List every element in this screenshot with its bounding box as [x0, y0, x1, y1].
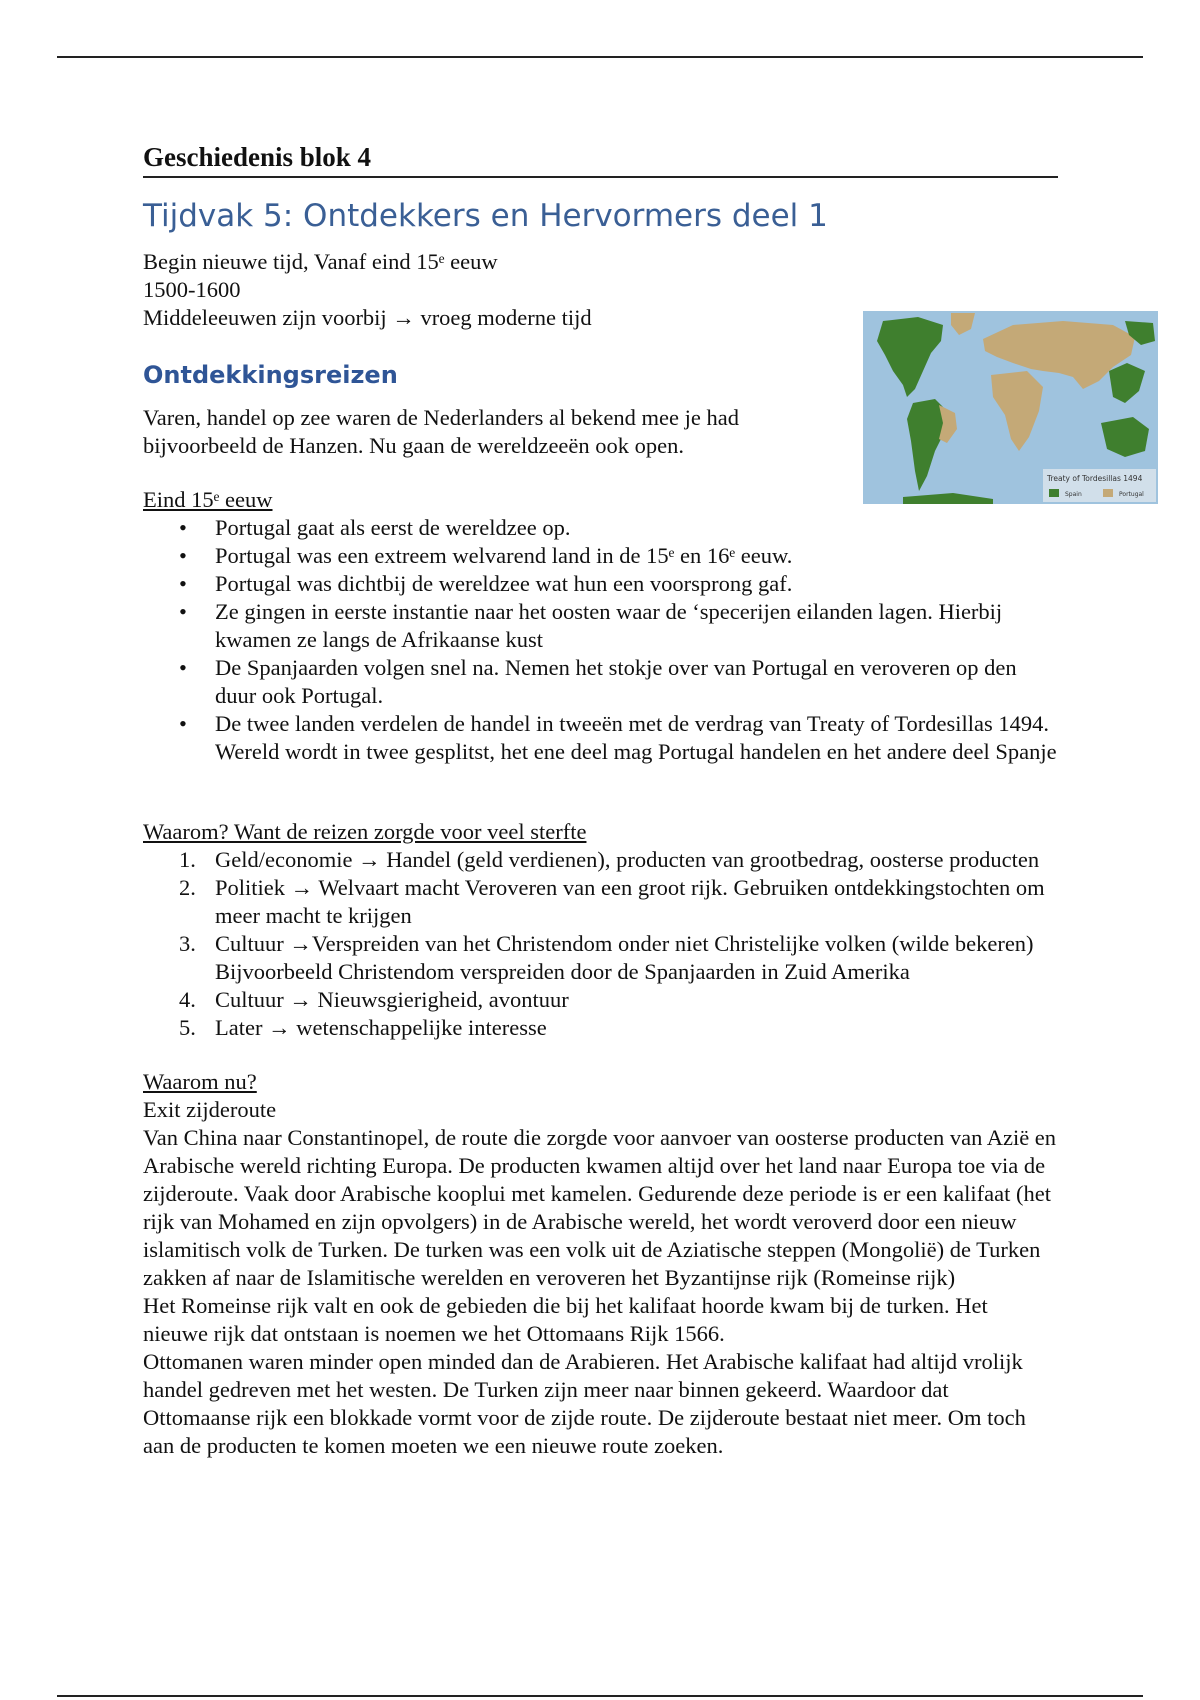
waarom-nu-heading: Waarom nu?: [143, 1069, 257, 1094]
eind-section: [143, 486, 1058, 766]
list-number: 2.: [179, 875, 196, 900]
paragraph-text: Van China naar Constantinopel, de route die zorgde voor aanvoer van oosterse producten van Azië en Arabische wereld richting Europa. De producten kwamen altijd over het land naar Europa toe via de zijderoute. Vaak door Arabische kooplui met kamelen. Gedurende deze periode is er een kalifaat (het rijk van Mohamed en zijn opvolgers) in de Arabische wereld, het wordt veroverd door een nieuw islamitisch volk de Turken. De turken was een volk uit de Aziatische steppen (Mongolië) de Turken zakken af naar de Islamitische werelden en veroveren het Byzantijnse rijk (Romeinse rijk): [143, 1125, 1057, 1290]
paragraph-text: Varen, handel op zee waren de Nederlanders al bekend mee je had bijvoorbeeld de Hanzen. Nu gaan de wereldzeeën ook open.: [143, 405, 739, 458]
pacific-islands-shape: [1109, 363, 1145, 403]
waarom-section: [143, 818, 1058, 1042]
paragraph-text: Het Romeinse rijk valt en ook de gebieden die bij het kalifaat hoorde kwam bij de turken. Het nieuwe rijk dat ontstaan is noemen we het Ottomaans Rijk 1566.: [143, 1293, 988, 1346]
list-item: [179, 986, 1058, 1014]
top-rule: [57, 56, 1143, 58]
waarom-numbered-list: [143, 846, 1058, 1042]
list-item: • Portugal was dichtbij de wereldzee wat hun een voorsprong gaf.: [215, 570, 1058, 598]
bottom-rule: [57, 1695, 1143, 1697]
legend-portugal-swatch: [1103, 489, 1113, 497]
section-heading: Ontdekkingsreizen: [143, 361, 398, 389]
legend-title: Treaty of Tordesillas 1494: [1047, 474, 1143, 483]
legend-portugal-label: Portugal: [1119, 491, 1144, 498]
list-item: • Portugal gaat als eerst de wereldzee op.: [215, 514, 1058, 542]
list-number: 1.: [179, 847, 196, 872]
eind-bullet-list: [143, 514, 1058, 766]
document-header: Geschiedenis blok 4: [143, 140, 1058, 178]
waarom-nu-subheading: Exit zijderoute: [143, 1097, 277, 1122]
waarom-nu-section: [143, 1068, 1058, 1460]
australia-shape: [1101, 417, 1149, 457]
list-item-text: Cultuur → Nieuwsgierigheid, avontuur: [215, 987, 569, 1012]
intro-line: Begin nieuwe tijd, Vanaf eind 15ᵉ eeuw: [143, 249, 498, 274]
list-item-text: Geld/economie → Handel (geld verdienen), producten van grootbedrag, oosterse producten: [215, 847, 1040, 872]
list-item: • Portugal was een extreem welvarend land in de 15ᵉ en 16ᵉ eeuw.: [215, 542, 1058, 570]
waarom-heading: Waarom? Want de reizen zorgde voor veel sterfte: [143, 819, 587, 844]
intro-lines: [143, 248, 1058, 332]
document-title: Tijdvak 5: Ontdekkers en Hervormers deel 1: [143, 198, 828, 234]
list-item: [179, 846, 1058, 874]
document-page: [143, 140, 1058, 1460]
list-item: • Ze gingen in eerste instantie naar het oosten waar de ‘specerijen eilanden lagen. Hierbij kwamen ze langs de Afrikaanse kust: [215, 598, 1058, 654]
paragraph-text: Ottomanen waren minder open minded dan de Arabieren. Het Arabische kalifaat had altijd vrolijk handel gedreven met het westen. De Turken zijn meer naar binnen gekeerd. Waardoor dat Ottomaanse rijk een blokkade vormt voor de zijde route. De zijderoute bestaat niet meer. Om toch aan de producten te komen moeten we een nieuwe route zoeken.: [143, 1349, 1026, 1458]
list-number: 3.: [179, 931, 196, 956]
list-item: • De Spanjaarden volgen snel na. Nemen het stokje over van Portugal en veroveren op den duur ook Portugal.: [215, 654, 1058, 710]
list-item-text: Later → wetenschappelijke interesse: [215, 1015, 547, 1040]
list-number: 5.: [179, 1015, 196, 1040]
intro-line: 1500-1600: [143, 277, 241, 302]
intro-line: Middeleeuwen zijn voorbij → vroeg moderne tijd: [143, 305, 592, 330]
list-item: • De twee landen verdelen de handel in tweeën met de verdrag van Treaty of Tordesillas 1494. Wereld wordt in twee gesplitst, het ene deel mag Portugal handelen en het andere deel Spanje: [215, 710, 1058, 766]
list-item-text: Cultuur →Verspreiden van het Christendom onder niet Christelijke volken (wilde bekeren) Bijvoorbeeld Christendom verspreiden door de Spanjaarden in Zuid Amerika: [215, 931, 1034, 984]
list-item: [179, 874, 1058, 930]
list-item: [179, 1014, 1058, 1042]
legend-spain-label: Spain: [1065, 491, 1082, 498]
list-item: [179, 930, 1058, 986]
eind-heading: Eind 15ᵉ eeuw: [143, 487, 273, 512]
section-paragraph: [143, 404, 793, 460]
list-number: 4.: [179, 987, 196, 1012]
list-item-text: Politiek → Welvaart macht Veroveren van een groot rijk. Gebruiken ontdekkingstochten om meer macht te krijgen: [215, 875, 1045, 928]
